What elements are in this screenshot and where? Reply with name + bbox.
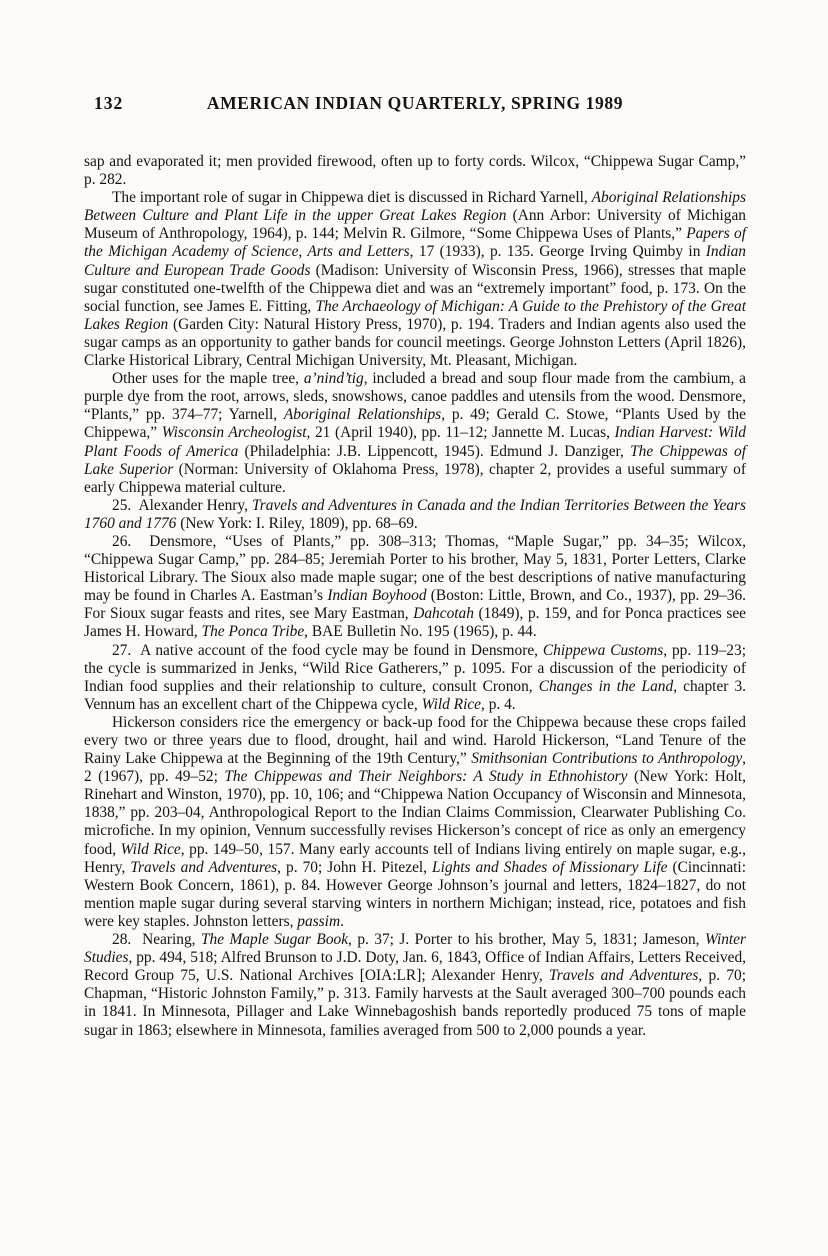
text-run: , p. 70; John H. Pitezel, [277, 858, 433, 876]
text-run: (1849), p. 159, and for Ponca practices see James H. Howard, [84, 605, 746, 641]
italic-text-run: Indian Culture and European Trade Goods [84, 243, 746, 279]
text-run: (Ann Arbor: University of Michigan Museum of Anthropology, 1964), p. 144; Melvin R. Gilmore, “Some Chippewa Uses of Plants,” [84, 207, 746, 243]
text-run: 27. A native account of the food cycle may be found in Densmore, [112, 641, 543, 659]
text-run: , p. 49; Gerald C. Stowe, “Plants Used by the Chippewa,” [84, 406, 746, 442]
text-run: , pp. 149–50, 157. Many early accounts tell of Indians living entirely on maple sugar, e.g., Henry, [84, 840, 746, 876]
italic-text-run: The Chippewas of Lake Superior [84, 442, 747, 478]
text-run: , pp. 494, 518; Alfred Brunson to J.D. Doty, Jan. 6, 1843, Office of Indian Affairs, Letters Received, Record Group 75, U.S. National Archives [OIA:LR]; Alexander Henry, [84, 949, 746, 985]
text-run: 26. Densmore, “Uses of Plants,” pp. 308–313; Thomas, “Maple Sugar,” pp. 34–35; Wilcox, “Chippewa Sugar Camp,” pp. 284–85; Jeremiah Porter to his brother, May 5, 1831, Porter Letters, Clarke Historical Library. The Sioux also made maple sugar; one of the best descriptions of native manufacturing may be found in Charles A. Eastman’s [84, 532, 746, 605]
paragraph [84, 497, 746, 533]
italic-text-run: Smithsonian Contributions to Anthropology [471, 750, 743, 768]
text-run: (Cincinnati: Western Book Concern, 1861), p. 84. However George Johnson’s journal and letters, 1824–1827, do not mention maple sugar during several starving winters in northern Michigan; instead, rice, potatoes and fish were key staples. Johnston letters, [84, 858, 746, 930]
text-run: , 2 (1967), pp. 49–52; [84, 750, 747, 786]
text-run: . [340, 912, 344, 930]
italic-text-run: The Archaeology of Michigan: A Guide to the Prehistory of the Great Lakes Region [84, 297, 746, 333]
text-run: (Philadelphia: J.B. Lippencott, 1945). Edmund J. Danziger, [238, 442, 631, 460]
text-run: (Boston: Little, Brown, and Co., 1937), pp. 29–36. For Sioux sugar feasts and rites, see Mary Eastman, [84, 587, 746, 623]
text-run: , BAE Bulletin No. 195 (1965), p. 44. [304, 623, 537, 641]
text-run: 28. Nearing, [112, 931, 201, 949]
italic-text-run: Wisconsin Archeologist [161, 424, 307, 442]
text-run: , p. 70; Chapman, “Historic Johnston Family,” p. 313. Family harvests at the Sault averaged 300–700 pounds each in 1841. In Minnesota, Pillager and Lake Winnebagoshish bands reportedly produced 75 tons of maple sugar in 1863; elsewhere in Minnesota, families averaged from 500 to 2,000 pounds a year. [84, 967, 746, 1039]
text-run: , pp. 119–23; the cycle is summarized in Jenks, “Wild Rice Gatherers,” p. 1095. For a discussion of the periodicity of Indian food supplies and their relationship to culture, consult Cronon, [84, 641, 746, 695]
paragraph [84, 189, 746, 370]
italic-text-run: Indian Boyhood [327, 587, 427, 605]
italic-text-run: Lights and Shades of Missionary Life [432, 858, 668, 876]
running-header [84, 93, 746, 115]
text-run: (Madison: University of Wisconsin Press, 1966), stresses that maple sugar constituted one-twelfth of the Chippewa diet and was an “extremely important” food, p. 173. On the social function, see James E. Fitting, [84, 261, 746, 315]
text-run: , 21 (April 1940), pp. 11–12; Jannette M. Lucas, [306, 424, 615, 442]
text-run: Other uses for the maple tree, [112, 370, 304, 388]
italic-text-run: Papers of the Michigan Academy of Science, Arts and Letters [84, 225, 747, 261]
text-run: (Norman: University of Oklahoma Press, 1978), chapter 2, provides a useful summary of early Chippewa material culture. [84, 460, 746, 496]
italic-text-run: a’nind’tig [303, 370, 364, 388]
italic-text-run: Changes in the Land [538, 677, 674, 695]
italic-text-run: passim [297, 912, 341, 930]
text-run: sap and evaporated it; men provided firewood, often up to forty cords. Wilcox, “Chippewa Sugar Camp,” p. 282. [84, 153, 746, 189]
paragraph [84, 533, 746, 642]
italic-text-run: Dahcotah [413, 605, 474, 623]
text-run: , p. 4. [481, 695, 516, 713]
text-run: The important role of sugar in Chippewa diet is discussed in Richard Yarnell, [112, 189, 592, 207]
page-number: 132 [94, 93, 124, 113]
text-run: , 17 (1933), p. 135. George Irving Quimby in [409, 243, 706, 261]
italic-text-run: Winter Studies [84, 931, 747, 967]
text-run: , chapter 3. Vennum has an excellent chart of the Chippewa cycle, [84, 677, 747, 713]
italic-text-run: Travels and Adventures [549, 967, 699, 985]
paragraph [84, 714, 746, 931]
text-run: 25. Alexander Henry, [112, 496, 252, 514]
paragraph [84, 153, 746, 189]
text-run: , included a bread and soup flour made from the cambium, a purple dye from the root, arrows, sleds, snowshows, canoe paddles and utensils from the wood. Densmore, “Plants,” pp. 374–77; Yarnell, [84, 370, 746, 424]
italic-text-run: Wild Rice [421, 695, 482, 713]
text-run: , p. 37; J. Porter to his brother, May 5, 1831; Jameson, [348, 931, 705, 949]
text-run: (New York: I. Riley, 1809), pp. 68–69. [176, 514, 418, 532]
italic-text-run: Travels and Adventures [130, 858, 278, 876]
text-run: (New York: Holt, Rinehart and Winston, 1970), pp. 10, 106; and “Chippewa Nation Occupancy of Wisconsin and Minnesota, 1838,” pp. 203–04, Anthropological Report to the Indian Claims Commission, Clearwater Publishing Co. microfiche. In my opinion, Vennum successfully revises Hickerson’s concept of rice as only an emergency food, [84, 768, 747, 858]
italic-text-run: The Maple Sugar Book [200, 931, 349, 949]
journal-title: AMERICAN INDIAN QUARTERLY, SPRING 1989 [206, 93, 624, 113]
italic-text-run: Chippewa Customs [542, 641, 664, 659]
text-run: Hickerson considers rice the emergency or back-up food for the Chippewa because these crops failed every two or three years due to flood, drought, hail and wind. Harold Hickerson, “Land Tenure of the Rainy Lake Chippewa at the Beginning of the 19th Century,” [84, 713, 746, 768]
italic-text-run: The Chippewas and Their Neighbors: A Study in Ethnohistory [224, 768, 628, 786]
italic-text-run: The Ponca Tribe [201, 623, 305, 641]
italic-text-run: Aboriginal Relationships Between Culture and Plant Life in the upper Great Lakes Region [84, 189, 746, 225]
italic-text-run: Travels and Adventures in Canada and the Indian Territories Between the Years 1760 and 1776 [84, 496, 746, 532]
italic-text-run: Aboriginal Relationships [283, 406, 442, 424]
text-run: (Garden City: Natural History Press, 1970), p. 194. Traders and Indian agents also used the sugar camps as an opportunity to gather bands for council meetings. George Johnston Letters (April 1826), Clarke Historical Library, Central Michigan University, Mt. Pleasant, Michigan. [84, 315, 746, 370]
page-body [84, 153, 746, 1040]
paragraph [84, 931, 746, 1040]
italic-text-run: Wild Rice [120, 840, 181, 858]
paragraph [84, 370, 746, 497]
paragraph [84, 642, 746, 714]
italic-text-run: Indian Harvest: Wild Plant Foods of America [84, 424, 746, 460]
